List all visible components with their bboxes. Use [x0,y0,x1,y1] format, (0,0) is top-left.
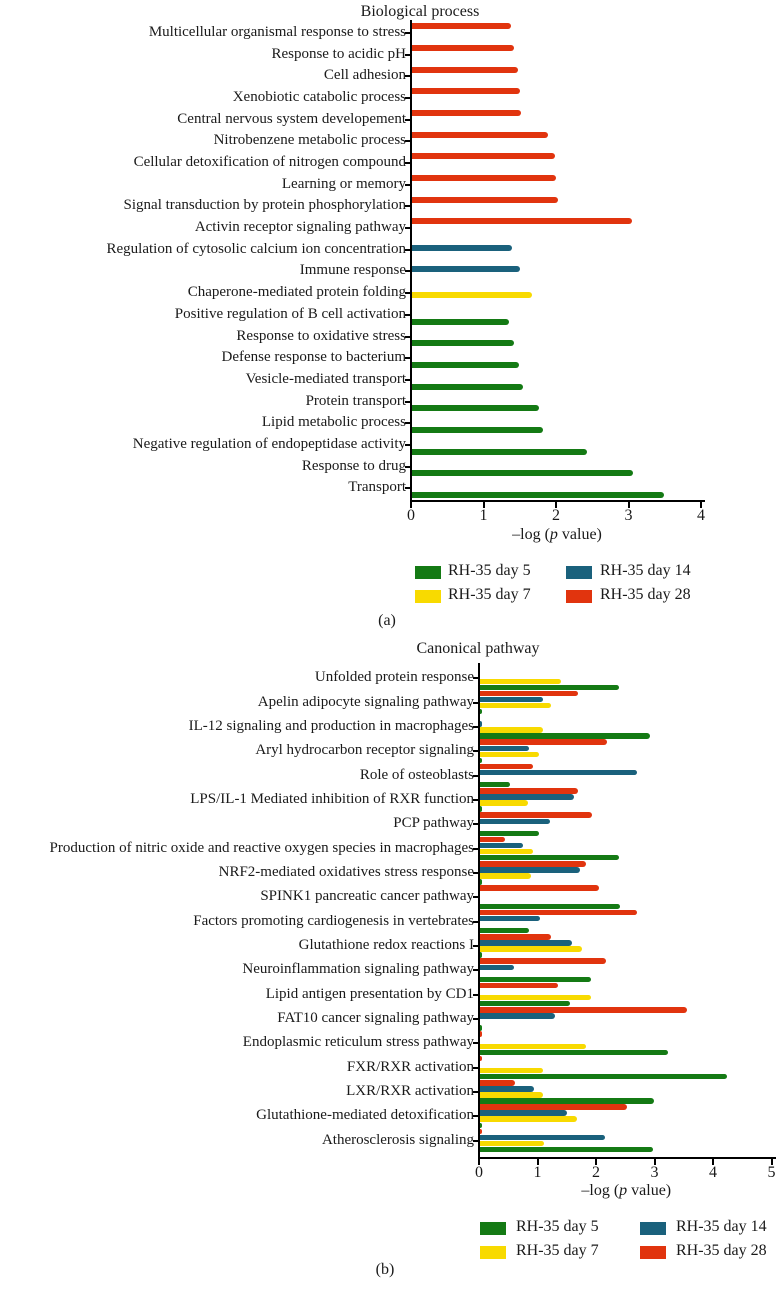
bar-day7 [480,873,531,879]
bar-day14 [480,1086,534,1092]
bar-day28 [480,1129,482,1135]
bar-day7 [480,946,582,952]
category-label: Lipid antigen presentation by CD1 [265,985,474,1002]
x-tick-label: 0 [407,507,415,524]
category-label: Apelin adipocyte signaling pathway [257,693,474,710]
x-tick-label: 4 [709,1164,717,1181]
panel-letter: (a) [378,612,396,629]
x-tick-label: 2 [552,507,560,524]
legend-label-day14: RH-35 day 14 [600,562,691,579]
bar-day28 [480,691,578,697]
bar-day14 [412,245,512,251]
x-tick-label: 5 [767,1164,776,1181]
bar-day5 [412,470,633,476]
bar-day28 [480,910,637,916]
bar-day14 [412,266,520,272]
x-axis-spine [410,500,705,502]
bar-day28 [412,67,518,73]
bar-day28 [480,837,505,843]
bar-day28 [480,812,592,818]
bar-day28 [480,764,533,770]
bar-day28 [412,88,520,94]
category-label: Factors promoting cardiogenesis in vertebrates [193,912,474,929]
category-label: Xenobiotic catabolic process [232,89,406,106]
bar-day7 [412,292,532,298]
bar-day28 [480,1104,627,1110]
bar-day5 [412,340,514,346]
bar-day7 [480,1044,586,1050]
bar-day14 [480,819,550,825]
bar-day14 [480,1135,605,1141]
legend-label-day5: RH-35 day 5 [448,562,531,579]
x-axis-title [581,1182,671,1200]
bar-day14 [480,697,543,703]
category-label: Role of osteoblasts [359,766,474,783]
x-tick-label: 4 [697,507,705,524]
bar-day7 [480,1068,543,1074]
bar-day7 [480,800,528,806]
category-label: Response to drug [301,457,406,474]
bar-day28 [480,934,551,940]
category-label: NRF2-mediated oxidatives stress response [218,864,474,881]
bar-day28 [480,885,599,891]
bar-day28 [412,218,632,224]
bar-day5 [480,733,650,739]
x-axis-title [512,526,602,544]
bar-day28 [412,153,555,159]
x-tick-label: 1 [479,507,488,524]
bar-day5 [480,928,529,934]
category-label: FAT10 cancer signaling pathway [277,1010,474,1027]
bar-day28 [412,132,548,138]
category-label: Positive regulation of B cell activation [174,305,406,322]
category-label: IL-12 signaling and production in macrophages [188,718,474,735]
bar-day5 [480,855,619,861]
bar-day28 [480,788,578,794]
bar-day7 [480,679,561,685]
legend-label-day5: RH-35 day 5 [516,1218,599,1235]
category-label: Unfolded protein response [314,669,474,686]
category-label: PCP pathway [393,815,474,832]
bar-day5 [412,319,509,325]
chart-title: Canonical pathway [416,640,540,657]
bar-day28 [412,175,556,181]
category-label: Glutathione redox reactions I [298,937,474,954]
category-label: Glutathione-mediated detoxification [256,1107,474,1124]
legend-label-day28: RH-35 day 28 [676,1242,767,1259]
bar-day14 [480,1110,567,1116]
x-tick-label: 3 [624,507,633,524]
bar-day14 [480,746,529,752]
category-label: LPS/IL-1 Mediated inhibition of RXR function [190,791,474,808]
category-label: Central nervous system developement [177,110,406,127]
category-label: Lipid metabolic process [261,414,406,431]
bar-day5 [480,1147,653,1153]
category-label: FXR/RXR activation [346,1058,474,1075]
x-axis-title-p: p [549,526,558,543]
bar-day5 [480,709,482,715]
bar-day7 [480,995,591,1001]
x-axis-title-suffix: value) [627,1182,672,1199]
bar-day5 [412,405,539,411]
category-label: Chaperone-mediated protein folding [187,284,406,301]
x-axis-title-prefix: –log ( [581,1182,620,1199]
category-label: Defense response to bacterium [221,349,406,366]
bar-day28 [412,110,521,116]
bar-day7 [480,849,533,855]
category-label: Response to oxidative stress [236,327,406,344]
category-label: LXR/RXR activation [346,1083,474,1100]
bar-day5 [412,384,523,390]
bar-day7 [480,1141,544,1147]
category-label: Signal transduction by protein phosphorylation [123,197,406,214]
category-label: Cellular detoxification of nitrogen compound [133,154,406,171]
bar-day14 [480,916,540,922]
bar-day28 [412,197,558,203]
legend-swatch-day28 [566,590,592,603]
bar-day14 [480,940,572,946]
bar-day5 [480,977,591,983]
legend-swatch-day7 [480,1246,506,1259]
bar-day5 [480,1001,570,1007]
x-axis-title-prefix: –log ( [512,526,550,543]
x-tick-label: 0 [475,1164,483,1181]
category-label: SPINK1 pancreatic cancer pathway [260,888,474,905]
bar-day14 [480,721,482,727]
bar-day5 [480,1025,482,1031]
legend-swatch-day14 [566,566,592,579]
bar-day5 [480,831,539,837]
bar-day28 [480,958,606,964]
bar-day5 [412,449,587,455]
bar-day5 [480,1074,727,1080]
bar-day5 [412,492,664,498]
bar-day5 [480,782,510,788]
bar-day7 [480,727,543,733]
category-label: Negative regulation of endopeptidase activity [132,436,406,453]
bar-day28 [480,1031,482,1037]
legend-label-day7: RH-35 day 7 [516,1242,599,1259]
x-tick-label: 2 [592,1164,600,1181]
x-tick-label: 3 [650,1164,659,1181]
category-label: Protein transport [305,392,406,409]
bar-day5 [412,362,519,368]
bar-day5 [480,1098,654,1104]
panel-letter: (b) [375,1261,395,1278]
legend-label-day14: RH-35 day 14 [676,1218,767,1235]
bar-day7 [480,752,539,758]
bar-day5 [480,1050,668,1056]
x-axis-spine [478,1157,776,1159]
chart-title: Biological process [360,3,480,20]
category-label: Atherosclerosis signaling [321,1131,474,1148]
x-axis-title-p: p [619,1182,628,1199]
bar-day7 [480,703,551,709]
bar-day14 [480,1013,555,1019]
legend-swatch-day5 [415,566,441,579]
bar-day5 [480,806,482,812]
category-label: Immune response [299,262,406,279]
bar-day14 [480,965,514,971]
bar-day28 [480,1007,687,1013]
legend-label-day28: RH-35 day 28 [600,586,691,603]
x-axis-title-suffix: value) [557,526,602,543]
bar-day14 [480,770,637,776]
category-label: Endoplasmic reticulum stress pathway [242,1034,474,1051]
category-label: Regulation of cytosolic calcium ion concentration [106,240,406,257]
bar-day28 [480,1056,482,1062]
legend-swatch-day28 [640,1246,666,1259]
bar-day28 [480,739,607,745]
category-label: Cell adhesion [323,67,406,84]
bar-day7 [480,1092,543,1098]
bar-day5 [480,1123,482,1129]
category-label: Neuroinflammation signaling pathway [242,961,474,978]
category-label: Activin receptor signaling pathway [194,219,406,236]
legend-label-day7: RH-35 day 7 [448,586,531,603]
bar-day5 [412,427,543,433]
category-label: Multicellular organismal response to stress [148,24,406,41]
bar-day7 [480,1116,577,1122]
category-label: Aryl hydrocarbon receptor signaling [255,742,474,759]
bar-day28 [480,1080,515,1086]
category-label: Vesicle-mediated transport [245,371,406,388]
bar-day5 [480,904,620,910]
x-tick-label: 1 [533,1164,542,1181]
category-label: Nitrobenzene metabolic process [213,132,406,149]
bar-day14 [480,867,580,873]
bar-day5 [480,685,619,691]
legend-swatch-day5 [480,1222,506,1235]
bar-day28 [412,45,514,51]
bar-day14 [480,843,523,849]
bar-day5 [480,758,482,764]
bar-day28 [412,23,511,29]
category-label: Production of nitric oxide and reactive oxygen species in macrophages [49,839,474,856]
bar-day14 [480,794,574,800]
category-label: Learning or memory [281,175,406,192]
bar-day28 [480,983,558,989]
bar-day5 [480,952,482,958]
legend-swatch-day14 [640,1222,666,1235]
bar-day28 [480,861,586,867]
legend-swatch-day7 [415,590,441,603]
category-label: Transport [348,479,406,496]
bar-day5 [480,879,482,885]
category-label: Response to acidic pH [271,45,406,62]
